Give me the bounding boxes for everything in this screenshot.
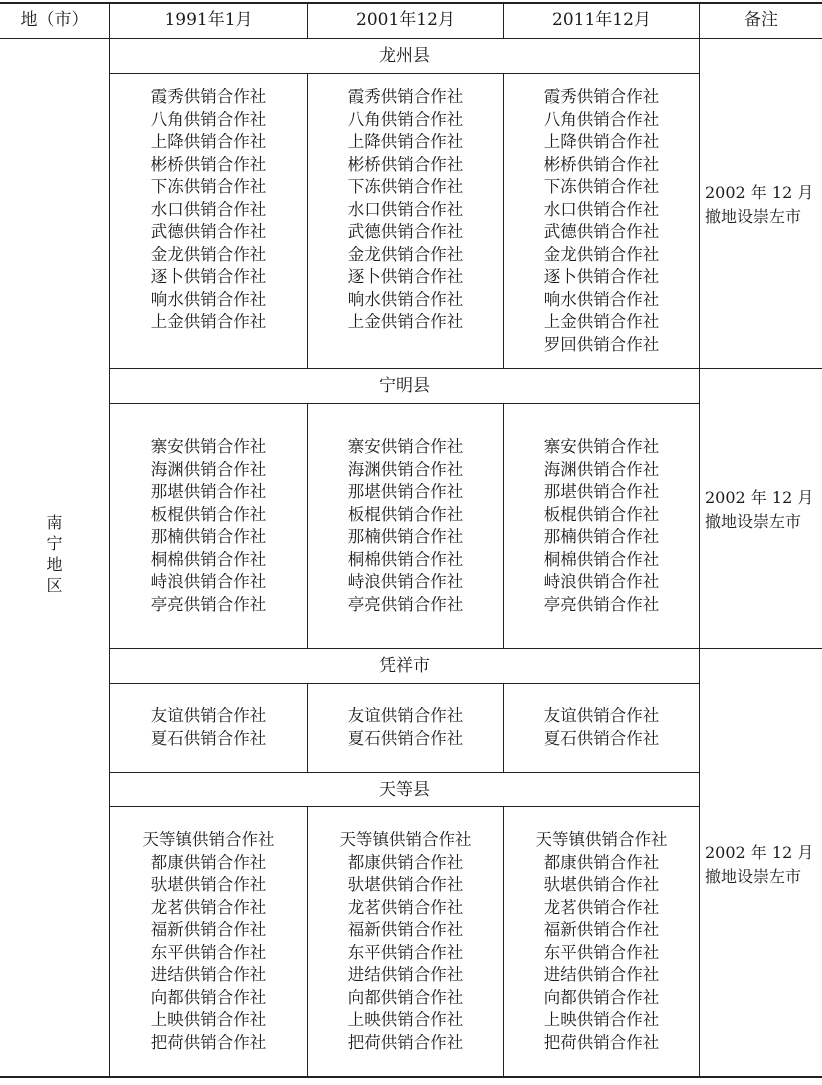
coop-entry: 水口供销合作社 xyxy=(347,199,464,219)
coop-entry: 寨安供销合作社 xyxy=(347,437,464,456)
coop-entry: 八角供销合作社 xyxy=(543,109,660,129)
note-cell xyxy=(705,486,820,534)
coop-entry: 寨安供销合作社 xyxy=(150,437,267,456)
coop-entry: 彬桥供销合作社 xyxy=(543,154,660,174)
coop-list-2001 xyxy=(308,86,503,334)
coop-entry: 福新供销合作社 xyxy=(347,920,464,939)
coop-entry: 驮堪供销合作社 xyxy=(347,875,464,894)
coop-entry: 峙浪供销合作社 xyxy=(543,572,660,591)
rule-ningming-sub xyxy=(110,403,699,404)
coop-entry: 武德供销合作社 xyxy=(543,222,660,241)
coop-entry: 板棍供销合作社 xyxy=(347,504,464,524)
coop-list-2001 xyxy=(308,705,503,750)
coop-entry: 龙茗供销合作社 xyxy=(347,897,464,917)
note-line: 撤地设崇左市 xyxy=(705,512,802,531)
coop-entry: 上降供销合作社 xyxy=(150,132,267,151)
coop-entry: 彬桥供销合作社 xyxy=(150,154,267,174)
coop-entry: 响水供销合作社 xyxy=(347,289,464,309)
coop-entry: 龙茗供销合作社 xyxy=(150,897,267,917)
coop-list-1991 xyxy=(110,829,307,1054)
rule-tiandeng-sub xyxy=(110,806,699,807)
coop-entry: 八角供销合作社 xyxy=(150,109,267,129)
region-char: 区 xyxy=(46,576,63,595)
coop-entry: 响水供销合作社 xyxy=(150,289,267,309)
coop-entry: 上金供销合作社 xyxy=(543,312,660,331)
coop-entry: 海渊供销合作社 xyxy=(543,459,660,479)
coop-entry: 那楠供销合作社 xyxy=(543,527,660,546)
coop-entry: 峙浪供销合作社 xyxy=(150,572,267,591)
coop-entry: 都康供销合作社 xyxy=(347,852,464,872)
coop-entry: 下冻供销合作社 xyxy=(347,177,464,196)
coop-entry: 都康供销合作社 xyxy=(543,852,660,872)
coop-entry: 板棍供销合作社 xyxy=(150,504,267,524)
col-divider-note xyxy=(699,2,700,1077)
note-line: 撤地设崇左市 xyxy=(705,867,802,886)
region-label xyxy=(0,512,109,596)
rule-pingxiang-sub xyxy=(110,683,699,684)
coop-entry: 驮堪供销合作社 xyxy=(543,875,660,894)
coop-list-2011 xyxy=(504,705,699,750)
coop-entry: 友谊供销合作社 xyxy=(150,706,267,725)
county-heading: 宁明县 xyxy=(379,376,430,396)
coop-entry: 东平供销合作社 xyxy=(347,942,464,962)
note-cell xyxy=(705,841,820,889)
coop-entry: 驮堪供销合作社 xyxy=(150,875,267,894)
coop-entry: 东平供销合作社 xyxy=(543,942,660,962)
note-line: 2002 年 12 月 xyxy=(705,843,814,862)
coop-list-1991 xyxy=(110,436,307,616)
region-char: 地 xyxy=(46,555,63,574)
coop-list-2011 xyxy=(504,86,699,356)
coop-entry: 上降供销合作社 xyxy=(543,132,660,151)
coop-entry: 上映供销合作社 xyxy=(543,1010,660,1029)
coop-entry: 逐卜供销合作社 xyxy=(347,267,464,286)
coop-entry: 那堪供销合作社 xyxy=(150,482,267,501)
coop-entry: 海渊供销合作社 xyxy=(150,459,267,479)
coop-entry: 友谊供销合作社 xyxy=(543,706,660,725)
coop-entry: 友谊供销合作社 xyxy=(347,706,464,725)
coop-entry: 亭亮供销合作社 xyxy=(150,594,267,614)
coop-entry: 福新供销合作社 xyxy=(150,920,267,939)
coop-entry: 霞秀供销合作社 xyxy=(347,87,464,106)
coop-entry: 下冻供销合作社 xyxy=(150,177,267,196)
coop-entry: 龙茗供销合作社 xyxy=(543,897,660,917)
coop-entry: 桐棉供销合作社 xyxy=(347,549,464,569)
coop-entry: 天等镇供销合作社 xyxy=(535,830,668,849)
county-heading: 凭祥市 xyxy=(379,656,430,676)
coop-entry: 那堪供销合作社 xyxy=(543,482,660,501)
coop-entry: 八角供销合作社 xyxy=(347,109,464,129)
coop-entry: 响水供销合作社 xyxy=(543,289,660,309)
coop-entry: 武德供销合作社 xyxy=(150,222,267,241)
note-cell xyxy=(705,181,820,229)
coop-entry: 上映供销合作社 xyxy=(347,1010,464,1029)
coop-entry: 上降供销合作社 xyxy=(347,132,464,151)
county-heading: 天等县 xyxy=(379,780,430,800)
coop-entry: 东平供销合作社 xyxy=(150,942,267,962)
coop-entry: 把荷供销合作社 xyxy=(150,1032,267,1052)
coop-entry: 亭亮供销合作社 xyxy=(543,594,660,614)
coop-entry: 夏石供销合作社 xyxy=(543,728,660,748)
rule-longzhou-sub xyxy=(110,73,699,74)
coop-entry: 霞秀供销合作社 xyxy=(543,87,660,106)
coop-entry: 向都供销合作社 xyxy=(150,987,267,1007)
coop-entry: 上金供销合作社 xyxy=(347,312,464,331)
coop-entry: 福新供销合作社 xyxy=(543,920,660,939)
coop-list-2011 xyxy=(504,436,699,616)
coop-entry: 金龙供销合作社 xyxy=(347,244,464,264)
note-line: 2002 年 12 月 xyxy=(705,183,814,202)
coop-entry: 海渊供销合作社 xyxy=(347,459,464,479)
coop-entry: 板棍供销合作社 xyxy=(543,504,660,524)
coop-entry: 进结供销合作社 xyxy=(150,965,267,984)
coop-entry: 罗回供销合作社 xyxy=(543,334,660,354)
coop-entry: 水口供销合作社 xyxy=(543,199,660,219)
coop-entry: 天等镇供销合作社 xyxy=(142,830,275,849)
header-2011: 2011年12月 xyxy=(552,10,651,30)
coop-list-2011 xyxy=(504,829,699,1054)
header-region: 地（市） xyxy=(20,10,89,30)
coop-entry: 寨安供销合作社 xyxy=(543,437,660,456)
coop-entry: 峙浪供销合作社 xyxy=(347,572,464,591)
coop-entry: 向都供销合作社 xyxy=(543,987,660,1007)
region-char: 宁 xyxy=(46,534,63,553)
county-heading: 龙州县 xyxy=(379,46,430,66)
coop-entry: 上金供销合作社 xyxy=(150,312,267,331)
coop-list-2001 xyxy=(308,436,503,616)
coop-entry: 都康供销合作社 xyxy=(150,852,267,872)
coop-entry: 逐卜供销合作社 xyxy=(150,267,267,286)
coop-entry: 桐棉供销合作社 xyxy=(150,549,267,569)
coop-entry: 进结供销合作社 xyxy=(347,965,464,984)
coop-entry: 亭亮供销合作社 xyxy=(347,594,464,614)
coop-entry: 天等镇供销合作社 xyxy=(339,830,472,849)
coop-entry: 下冻供销合作社 xyxy=(543,177,660,196)
header-note: 备注 xyxy=(744,10,778,30)
note-line: 撤地设崇左市 xyxy=(705,207,802,226)
coop-entry: 那楠供销合作社 xyxy=(150,527,267,546)
header-1991: 1991年1月 xyxy=(164,10,253,30)
coop-list-2001 xyxy=(308,829,503,1054)
coop-entry: 金龙供销合作社 xyxy=(543,244,660,264)
coop-list-1991 xyxy=(110,705,307,750)
coop-entry: 武德供销合作社 xyxy=(347,222,464,241)
region-char: 南 xyxy=(46,513,63,532)
note-line: 2002 年 12 月 xyxy=(705,488,814,507)
coop-entry: 夏石供销合作社 xyxy=(150,728,267,748)
coop-entry: 夏石供销合作社 xyxy=(347,728,464,748)
coop-entry: 那楠供销合作社 xyxy=(347,527,464,546)
coop-entry: 进结供销合作社 xyxy=(543,965,660,984)
coop-entry: 金龙供销合作社 xyxy=(150,244,267,264)
coop-entry: 向都供销合作社 xyxy=(347,987,464,1007)
header-2001: 2001年12月 xyxy=(356,10,455,30)
coop-entry: 把荷供销合作社 xyxy=(347,1032,464,1052)
coop-entry: 把荷供销合作社 xyxy=(543,1032,660,1052)
coop-entry: 水口供销合作社 xyxy=(150,199,267,219)
coop-entry: 那堪供销合作社 xyxy=(347,482,464,501)
coop-entry: 逐卜供销合作社 xyxy=(543,267,660,286)
coop-entry: 彬桥供销合作社 xyxy=(347,154,464,174)
coop-list-1991 xyxy=(110,86,307,334)
coop-entry: 桐棉供销合作社 xyxy=(543,549,660,569)
coop-entry: 上映供销合作社 xyxy=(150,1010,267,1029)
coop-entry: 霞秀供销合作社 xyxy=(150,87,267,106)
